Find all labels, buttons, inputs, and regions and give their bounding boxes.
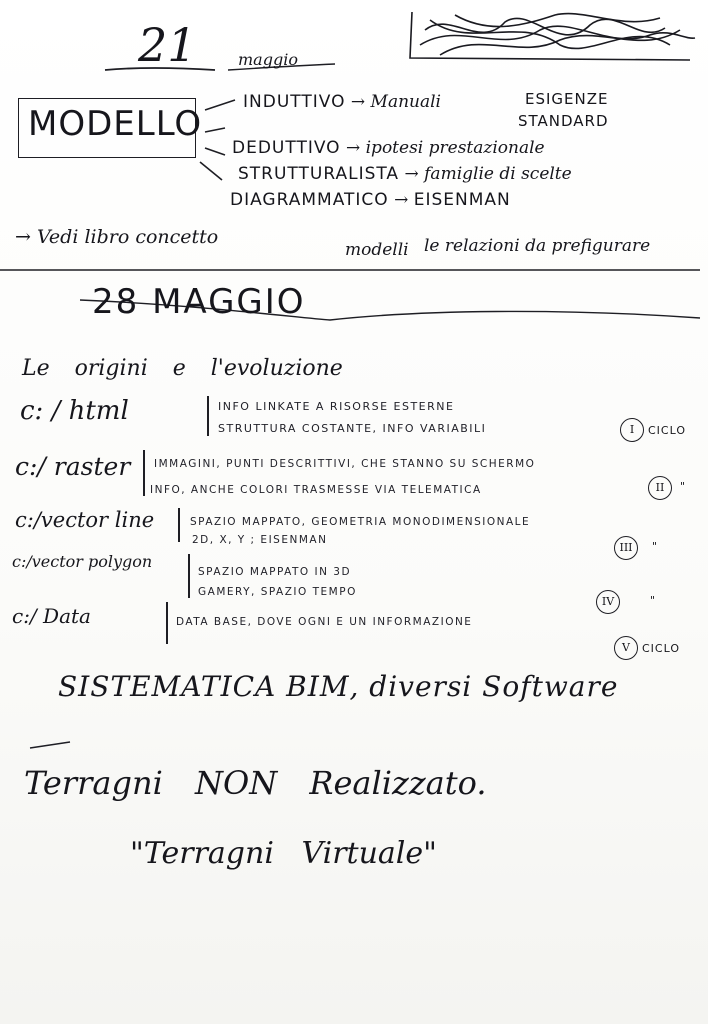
branch-deduttivo	[232, 138, 545, 158]
signature-scribble	[410, 12, 695, 60]
row-divider	[178, 508, 180, 542]
row-line2: GAMERY, SPAZIO TEMPO	[198, 586, 357, 598]
footnote-modelli: modelli	[345, 240, 409, 260]
row-divider	[143, 450, 145, 496]
cycle-suffix: CICLO	[642, 642, 680, 655]
modello-title: MODELLO	[28, 104, 203, 144]
row-label-vector-polygon: c:/vector polygon	[12, 552, 153, 571]
branch-diagrammatico	[230, 190, 511, 210]
branch-arrow: →	[394, 190, 409, 210]
systematic-line: SISTEMATICA BIM, diversi Software	[58, 670, 619, 703]
cycle-suffix: CICLO	[648, 424, 686, 437]
branch-term: DIAGRAMMATICO	[230, 190, 389, 210]
date-month: maggio	[238, 50, 298, 69]
row-divider	[166, 602, 168, 644]
row-label-data: c:/ Data	[12, 604, 91, 628]
row-label-vector-line: c:/vector line	[15, 508, 155, 532]
section2-subtitle: Le origini e l'evoluzione	[22, 356, 343, 381]
row-line1: DATA BASE, DOVE OGNI E UN INFORMAZIONE	[176, 616, 473, 628]
row-label-raster: c:/ raster	[15, 452, 131, 481]
branch-strutturalista	[238, 164, 572, 184]
branch-esigenze: ESIGENZE	[525, 90, 609, 108]
branch-term: INDUTTIVO	[243, 92, 346, 112]
cycle-badge: II	[648, 476, 672, 500]
terragni-line: Terragni NON Realizzato.	[24, 764, 487, 802]
row-line1: SPAZIO MAPPATO IN 3D	[198, 566, 352, 578]
footnote-libro: → Vedi libro concetto	[15, 226, 219, 248]
branch-result: EISENMAN	[413, 190, 511, 210]
cycle-suffix: "	[650, 594, 657, 607]
branch-arrow: →	[350, 92, 366, 112]
branch-result: famiglie di scelte	[424, 164, 572, 184]
row-line2: 2D, X, Y ; EISENMAN	[192, 534, 328, 546]
terragni-quote: "Terragni Virtuale"	[130, 836, 437, 871]
cycle-suffix: "	[652, 540, 659, 553]
branch-result: Manuali	[370, 92, 441, 112]
date-day: 21	[138, 18, 197, 72]
branch-term: STRUTTURALISTA	[238, 164, 400, 184]
section2-date: 28 MAGGIO	[92, 282, 306, 322]
row-line1: IMMAGINI, PUNTI DESCRITTIVI, CHE STANNO SU SCHERMO	[154, 458, 536, 470]
branch-term: DEDUTTIVO	[232, 138, 341, 158]
cycle-badge: III	[614, 536, 638, 560]
row-line2: STRUTTURA COSTANTE, INFO VARIABILI	[218, 422, 487, 435]
row-divider	[188, 554, 190, 598]
branch-arrow: →	[404, 164, 419, 184]
cycle-suffix: "	[680, 480, 687, 493]
branch-standard: STANDARD	[518, 112, 609, 130]
row-line1: INFO LINKATE A RISORSE ESTERNE	[218, 400, 455, 413]
row-line2: INFO, ANCHE COLORI TRASMESSE VIA TELEMATICA	[150, 484, 482, 496]
footnote-relazioni: le relazioni da prefigurare	[424, 236, 651, 256]
branch-induttivo	[243, 92, 441, 112]
branch-result: ipotesi prestazionale	[365, 138, 545, 158]
row-line1: SPAZIO MAPPATO, GEOMETRIA MONODIMENSIONALE	[190, 516, 531, 528]
branch-arrow: →	[345, 138, 361, 158]
cycle-badge: IV	[596, 590, 620, 614]
row-divider	[207, 396, 209, 436]
row-label-html: c: / html	[20, 396, 129, 426]
cycle-badge: V	[614, 636, 638, 660]
cycle-badge: I	[620, 418, 644, 442]
